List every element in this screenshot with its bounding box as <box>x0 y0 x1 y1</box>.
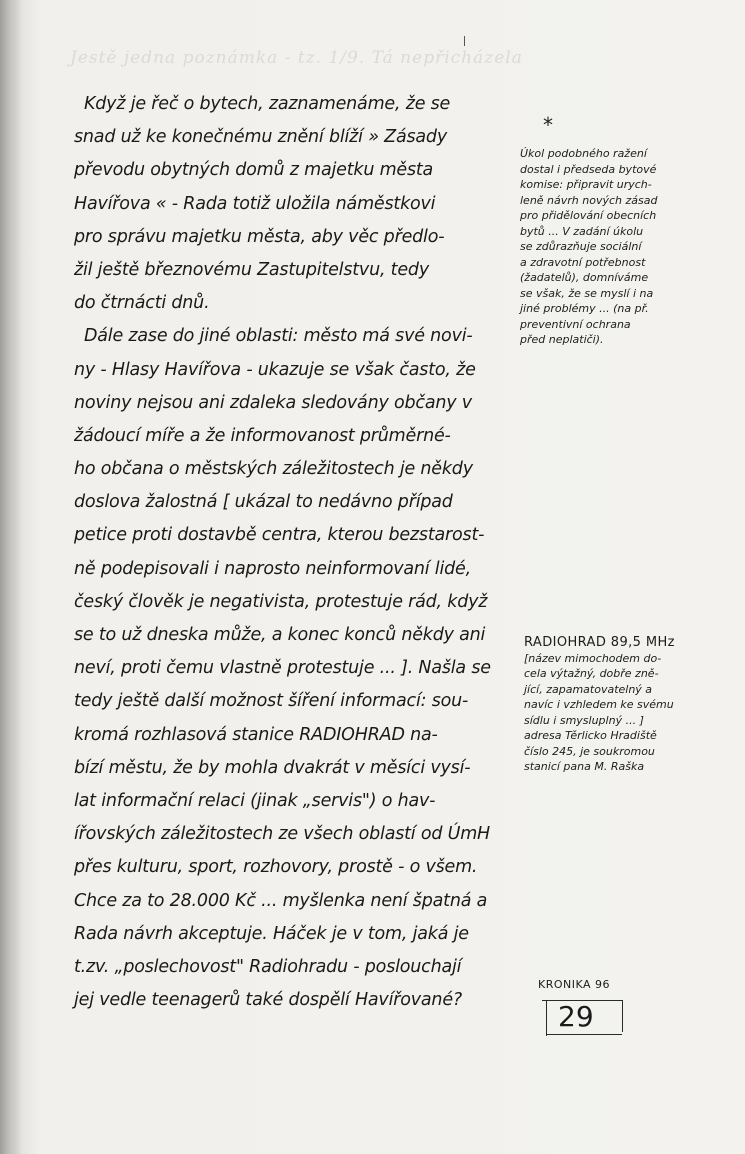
note-line: Úkol podobného ražení <box>520 147 647 160</box>
page-number-box <box>540 998 624 1038</box>
asterisk-mark: * <box>543 113 553 137</box>
main-line: noviny nejsou ani zdaleka sledovány občany v <box>74 392 472 413</box>
main-line: ně podepisovali i naprosto neinformovaní lidé, <box>74 558 471 579</box>
main-line: petice proti dostavbě centra, kterou bezstarost- <box>74 525 485 546</box>
main-line: neví, proti čemu vlastně protestuje ... ]. Našla se <box>74 658 491 679</box>
note-line: (žadatelů), domníváme <box>520 271 649 284</box>
note-line: komise: připravit urych- <box>520 178 652 191</box>
note-heading: RADIOHRAD 89,5 MHz <box>524 635 675 650</box>
chronicle-label: KRONIKA 96 <box>538 978 611 991</box>
main-line: t.zv. „poslechovost" Radiohradu - poslouchají <box>74 956 462 977</box>
note-line: se však, že se myslí i na <box>520 286 654 300</box>
main-line: pro správu majetku města, aby věc předlo- <box>74 226 445 247</box>
main-line: bízí městu, že by mohla dvakrát v měsíci vysí- <box>74 757 471 778</box>
main-line: jej vedle teenagerů také dospělí Havířované? <box>74 990 462 1011</box>
main-line: Když je řeč o bytech, zaznamenáme, že se <box>84 94 451 114</box>
note-line: bytů ... V zadání úkolu <box>520 224 644 238</box>
main-line: kromá rozhlasová stanice RADIOHRAD na- <box>74 724 438 745</box>
box-line-left <box>546 1001 547 1036</box>
top-tick-mark <box>464 36 465 46</box>
main-line: tedy ještě další možnost šíření informací: sou- <box>74 691 469 712</box>
margin-note-radiohrad <box>524 635 739 775</box>
main-line: doslova žalostná [ ukázal to nedávno případ <box>74 492 453 513</box>
main-line: ířovských záležitostech ze všech oblastí od ÚmH <box>74 824 491 845</box>
box-line-right <box>622 1000 623 1032</box>
note-line: preventivní ochrana <box>520 317 631 331</box>
note-line: navíc i vzhledem ke svému <box>524 698 674 711</box>
note-line: a zdravotní potřebnost <box>520 255 646 269</box>
page-number: 29 <box>558 1000 594 1033</box>
main-line: lat informační relaci (jinak „servis") o hav- <box>74 790 436 811</box>
margin-note-housing-commission <box>520 146 735 348</box>
main-line: přes kulturu, sport, rozhovory, prostě - o všem. <box>74 857 478 878</box>
main-line: převodu obytných domů z majetku města <box>74 160 434 181</box>
main-line: do čtrnácti dnů. <box>74 293 210 314</box>
main-line: žil ještě březnovému Zastupitelstvu, tedy <box>74 259 429 280</box>
note-line: jící, zapamatovatelný a <box>524 682 653 696</box>
main-line: český člověk je negativista, protestuje rád, když <box>74 591 488 612</box>
main-line: ho občana o městských záležitostech je někdy <box>74 459 473 480</box>
box-line-bottom <box>546 1034 622 1035</box>
binding-shadow <box>0 0 22 1154</box>
note-line: se zdůrazňuje sociální <box>520 240 642 253</box>
note-line: dostal i předseda bytové <box>520 162 657 176</box>
note-line: sídlu i smysluplný ... ] <box>524 713 644 727</box>
note-line: [název mimochodem do- <box>524 651 662 665</box>
main-line: Dále zase do jiné oblasti: město má své novi- <box>84 326 473 347</box>
note-line: cela výtažný, dobře zně- <box>524 667 659 680</box>
main-line: se to už dneska může, a konec konců někdy ani <box>74 625 486 645</box>
note-line: stanicí pana M. Raška <box>524 760 645 773</box>
main-line: Rada návrh akceptuje. Háček je v tom, jaká je <box>74 923 469 944</box>
main-handwritten-text <box>74 88 520 1017</box>
note-line: jiné problémy ... (na př. <box>520 302 649 315</box>
main-line: Havířova « - Rada totiž uložila náměstkovi <box>74 193 436 214</box>
main-line: ny - Hlasy Havířova - ukazuje se však často, že <box>74 359 476 380</box>
note-line: adresa Těrlicko Hradiště <box>524 729 657 742</box>
main-line: žádoucí míře a že informovanost průměrné- <box>74 425 451 446</box>
note-line: leně návrh nových zásad <box>520 193 658 207</box>
main-line: Chce za to 28.000 Kč ... myšlenka není špatná a <box>74 890 488 911</box>
note-line: před neplatiči). <box>520 333 604 346</box>
note-line: číslo 245, je soukromou <box>524 744 655 758</box>
main-line: snad už ke konečnému znění blíží » Zásady <box>74 127 447 148</box>
bleed-through-text: Jestě jedna poznámka - tz. 1/9. Tá nepřicházela <box>70 48 523 68</box>
note-line: pro přidělování obecních <box>520 209 657 222</box>
